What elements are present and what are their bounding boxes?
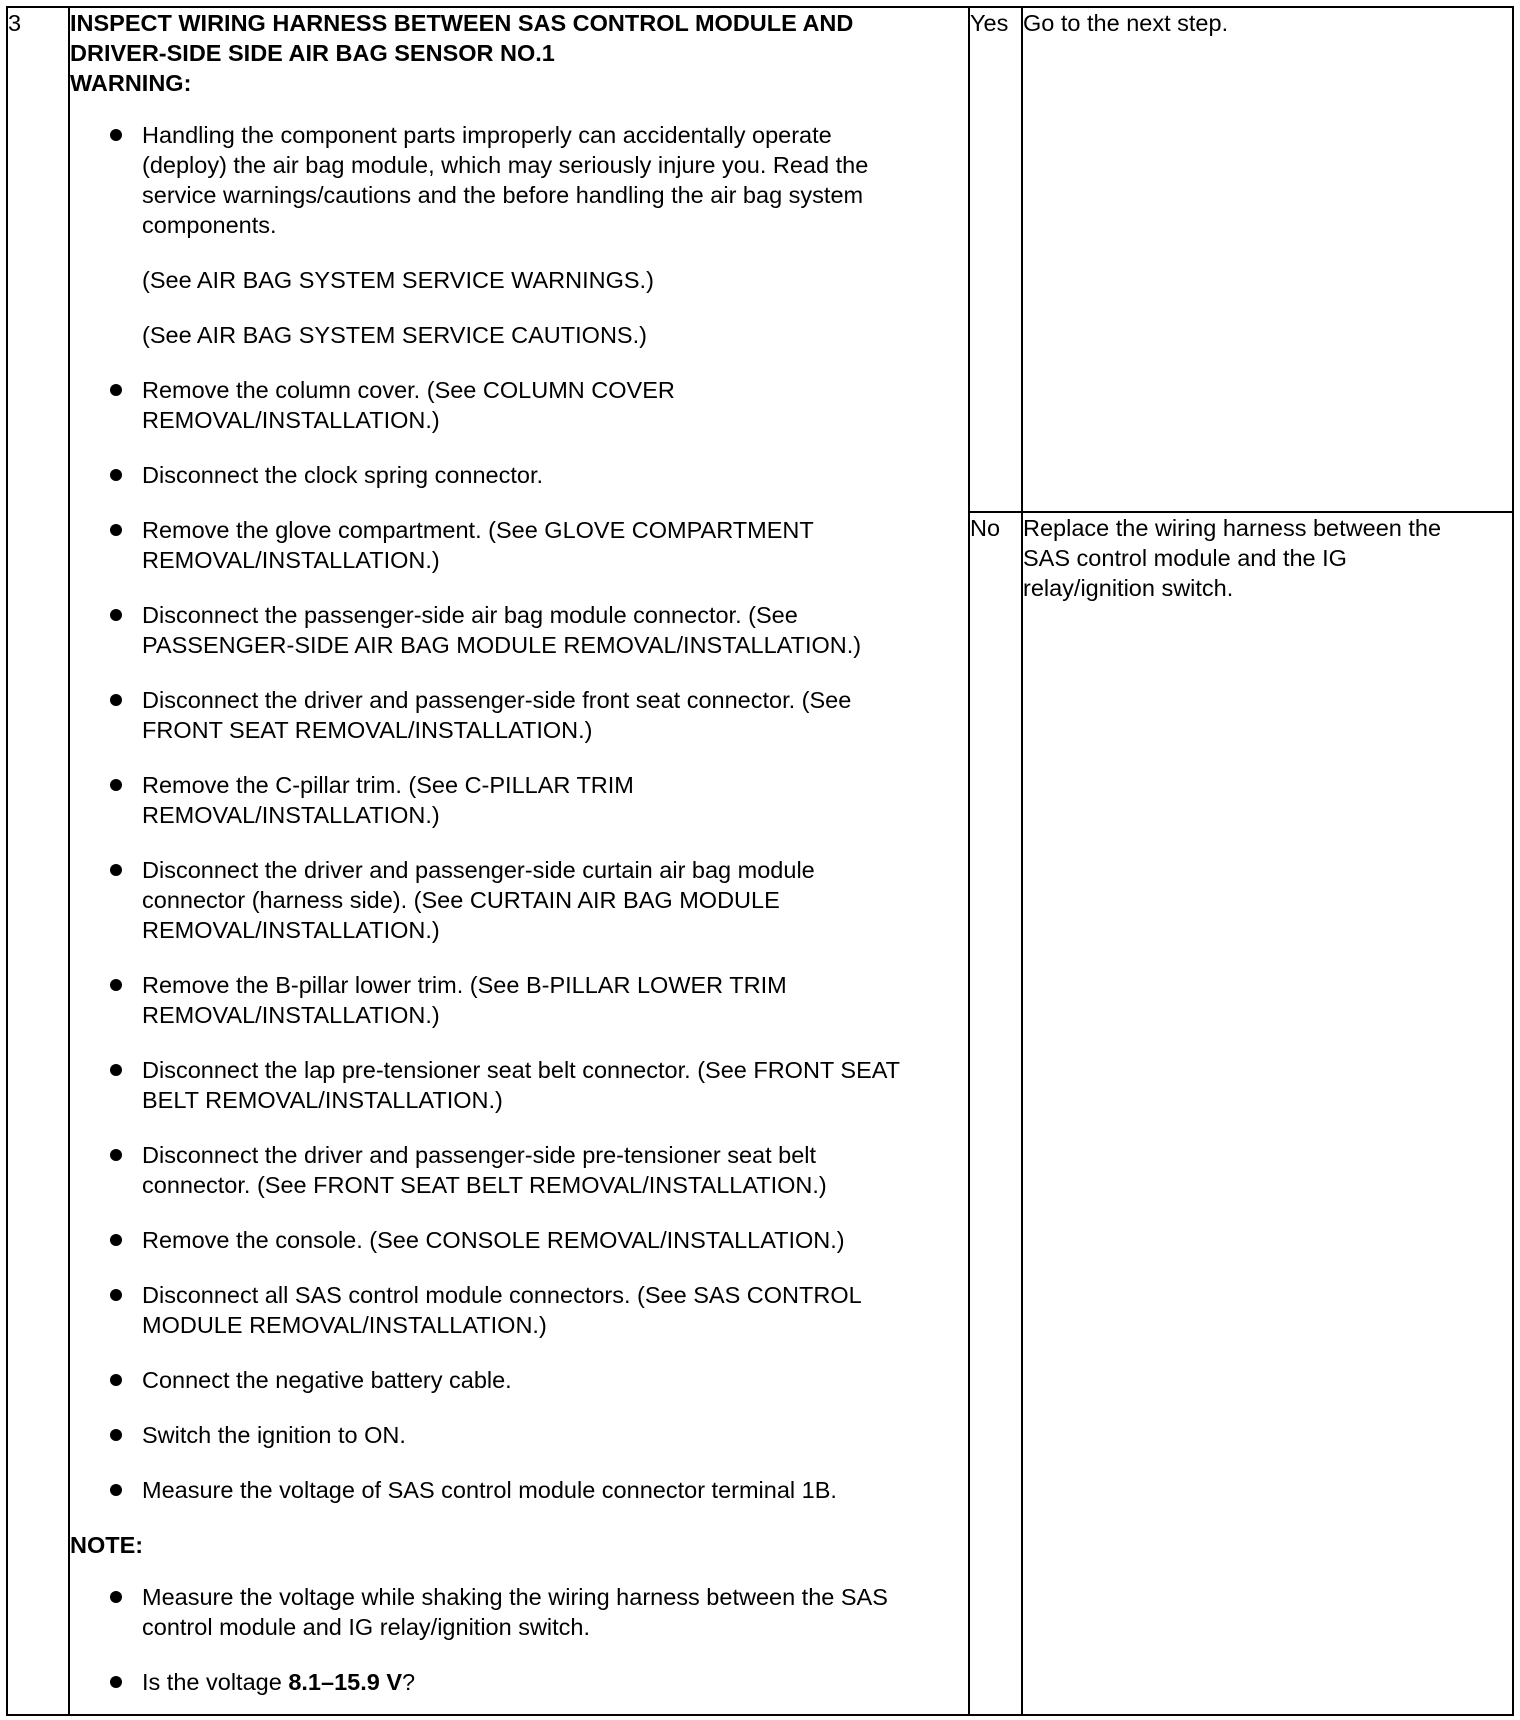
list-item-text: Remove the column cover. (See COLUMN COVER REMOVAL/INSTALLATION.) — [142, 377, 675, 433]
step-title-line-2: DRIVER-SIDE SIDE AIR BAG SENSOR NO.1 — [70, 40, 555, 66]
yes-label: Yes — [969, 7, 1022, 512]
no-action-text: Replace the wiring harness between the SAS control module and the IG relay/ignition switch. — [1023, 514, 1442, 601]
voltage-range: 8.1–15.9 V — [288, 1669, 403, 1695]
list-item-text: Disconnect the driver and passenger-side front seat connector. (See FRONT SEAT REMOVAL/INSTALLATION.) — [142, 687, 852, 743]
list-item — [142, 515, 968, 575]
list-item-text: Disconnect all SAS control module connectors. (See SAS CONTROL MODULE REMOVAL/INSTALLATION.) — [142, 1282, 861, 1338]
yes-row — [7, 7, 1513, 512]
list-item-text: Disconnect the lap pre-tensioner seat belt connector. (See FRONT SEAT BELT REMOVAL/INSTALLATION.) — [142, 1057, 900, 1113]
list-item-text: Remove the console. (See CONSOLE REMOVAL/INSTALLATION.) — [142, 1227, 845, 1253]
list-item — [142, 1420, 968, 1450]
list-item — [142, 685, 968, 745]
list-item — [142, 1055, 968, 1115]
warning-list — [70, 120, 968, 1505]
no-action — [1022, 512, 1513, 1715]
list-item — [142, 120, 968, 350]
list-item-text: Measure the voltage while shaking the wiring harness between the SAS control module and IG relay/ignition switch. — [142, 1584, 888, 1640]
step-body — [69, 7, 969, 1715]
list-item-text: Disconnect the clock spring connector. — [142, 462, 544, 488]
step-number: 3 — [7, 7, 69, 1715]
list-item — [142, 1225, 968, 1255]
note-list — [70, 1582, 968, 1697]
list-item-text: Remove the glove compartment. (See GLOVE COMPARTMENT REMOVAL/INSTALLATION.) — [142, 517, 814, 573]
question-prefix: Is the voltage — [142, 1669, 289, 1695]
list-item-text: Measure the voltage of SAS control module connector terminal 1B. — [142, 1477, 837, 1503]
list-item — [142, 460, 968, 490]
reference-warnings: (See AIR BAG SYSTEM SERVICE WARNINGS.) — [142, 267, 654, 293]
list-item — [142, 770, 968, 830]
no-label: No — [969, 512, 1022, 1715]
list-item-text: Disconnect the driver and passenger-side pre-tensioner seat belt connector. (See FRONT SEAT BELT REMOVAL/INSTALLATION.) — [142, 1142, 827, 1198]
note-label: NOTE: — [70, 1532, 144, 1558]
list-item — [142, 600, 968, 660]
list-item — [142, 1667, 968, 1697]
reference-cautions: (See AIR BAG SYSTEM SERVICE CAUTIONS.) — [142, 322, 647, 348]
list-item-text: Remove the C-pillar trim. (See C-PILLAR TRIM REMOVAL/INSTALLATION.) — [142, 772, 634, 828]
list-item — [142, 970, 968, 1030]
yes-action: Go to the next step. — [1022, 7, 1513, 512]
list-item — [142, 1280, 968, 1340]
list-item — [142, 1582, 968, 1642]
list-item — [142, 1365, 968, 1395]
list-item-text: Remove the B-pillar lower trim. (See B-PILLAR LOWER TRIM REMOVAL/INSTALLATION.) — [142, 972, 787, 1028]
list-item-text: Disconnect the driver and passenger-side curtain air bag module connector (harness side). (See CURTAIN AIR BAG MODULE REMOVAL/INSTALLATION.) — [142, 857, 815, 943]
list-item — [142, 375, 968, 435]
list-item-text: Handling the component parts improperly can accidentally operate (deploy) the air bag module, which may seriously injure you. Read the service warnings/cautions and the before handling the air bag system components. — [142, 122, 869, 238]
list-item-text: Connect the negative battery cable. — [142, 1367, 512, 1393]
warning-label: WARNING: — [70, 70, 192, 96]
list-item — [142, 1475, 968, 1505]
question-suffix: ? — [402, 1669, 416, 1695]
procedure-page — [6, 6, 1514, 1716]
list-item — [142, 1140, 968, 1200]
list-item-text: Disconnect the passenger-side air bag module connector. (See PASSENGER-SIDE AIR BAG MODULE REMOVAL/INSTALLATION.) — [142, 602, 862, 658]
step-title-line-1: INSPECT WIRING HARNESS BETWEEN SAS CONTROL MODULE AND — [70, 10, 854, 36]
list-item-text: Switch the ignition to ON. — [142, 1422, 406, 1448]
diagnostic-step-table — [6, 6, 1514, 1716]
list-item — [142, 855, 968, 945]
